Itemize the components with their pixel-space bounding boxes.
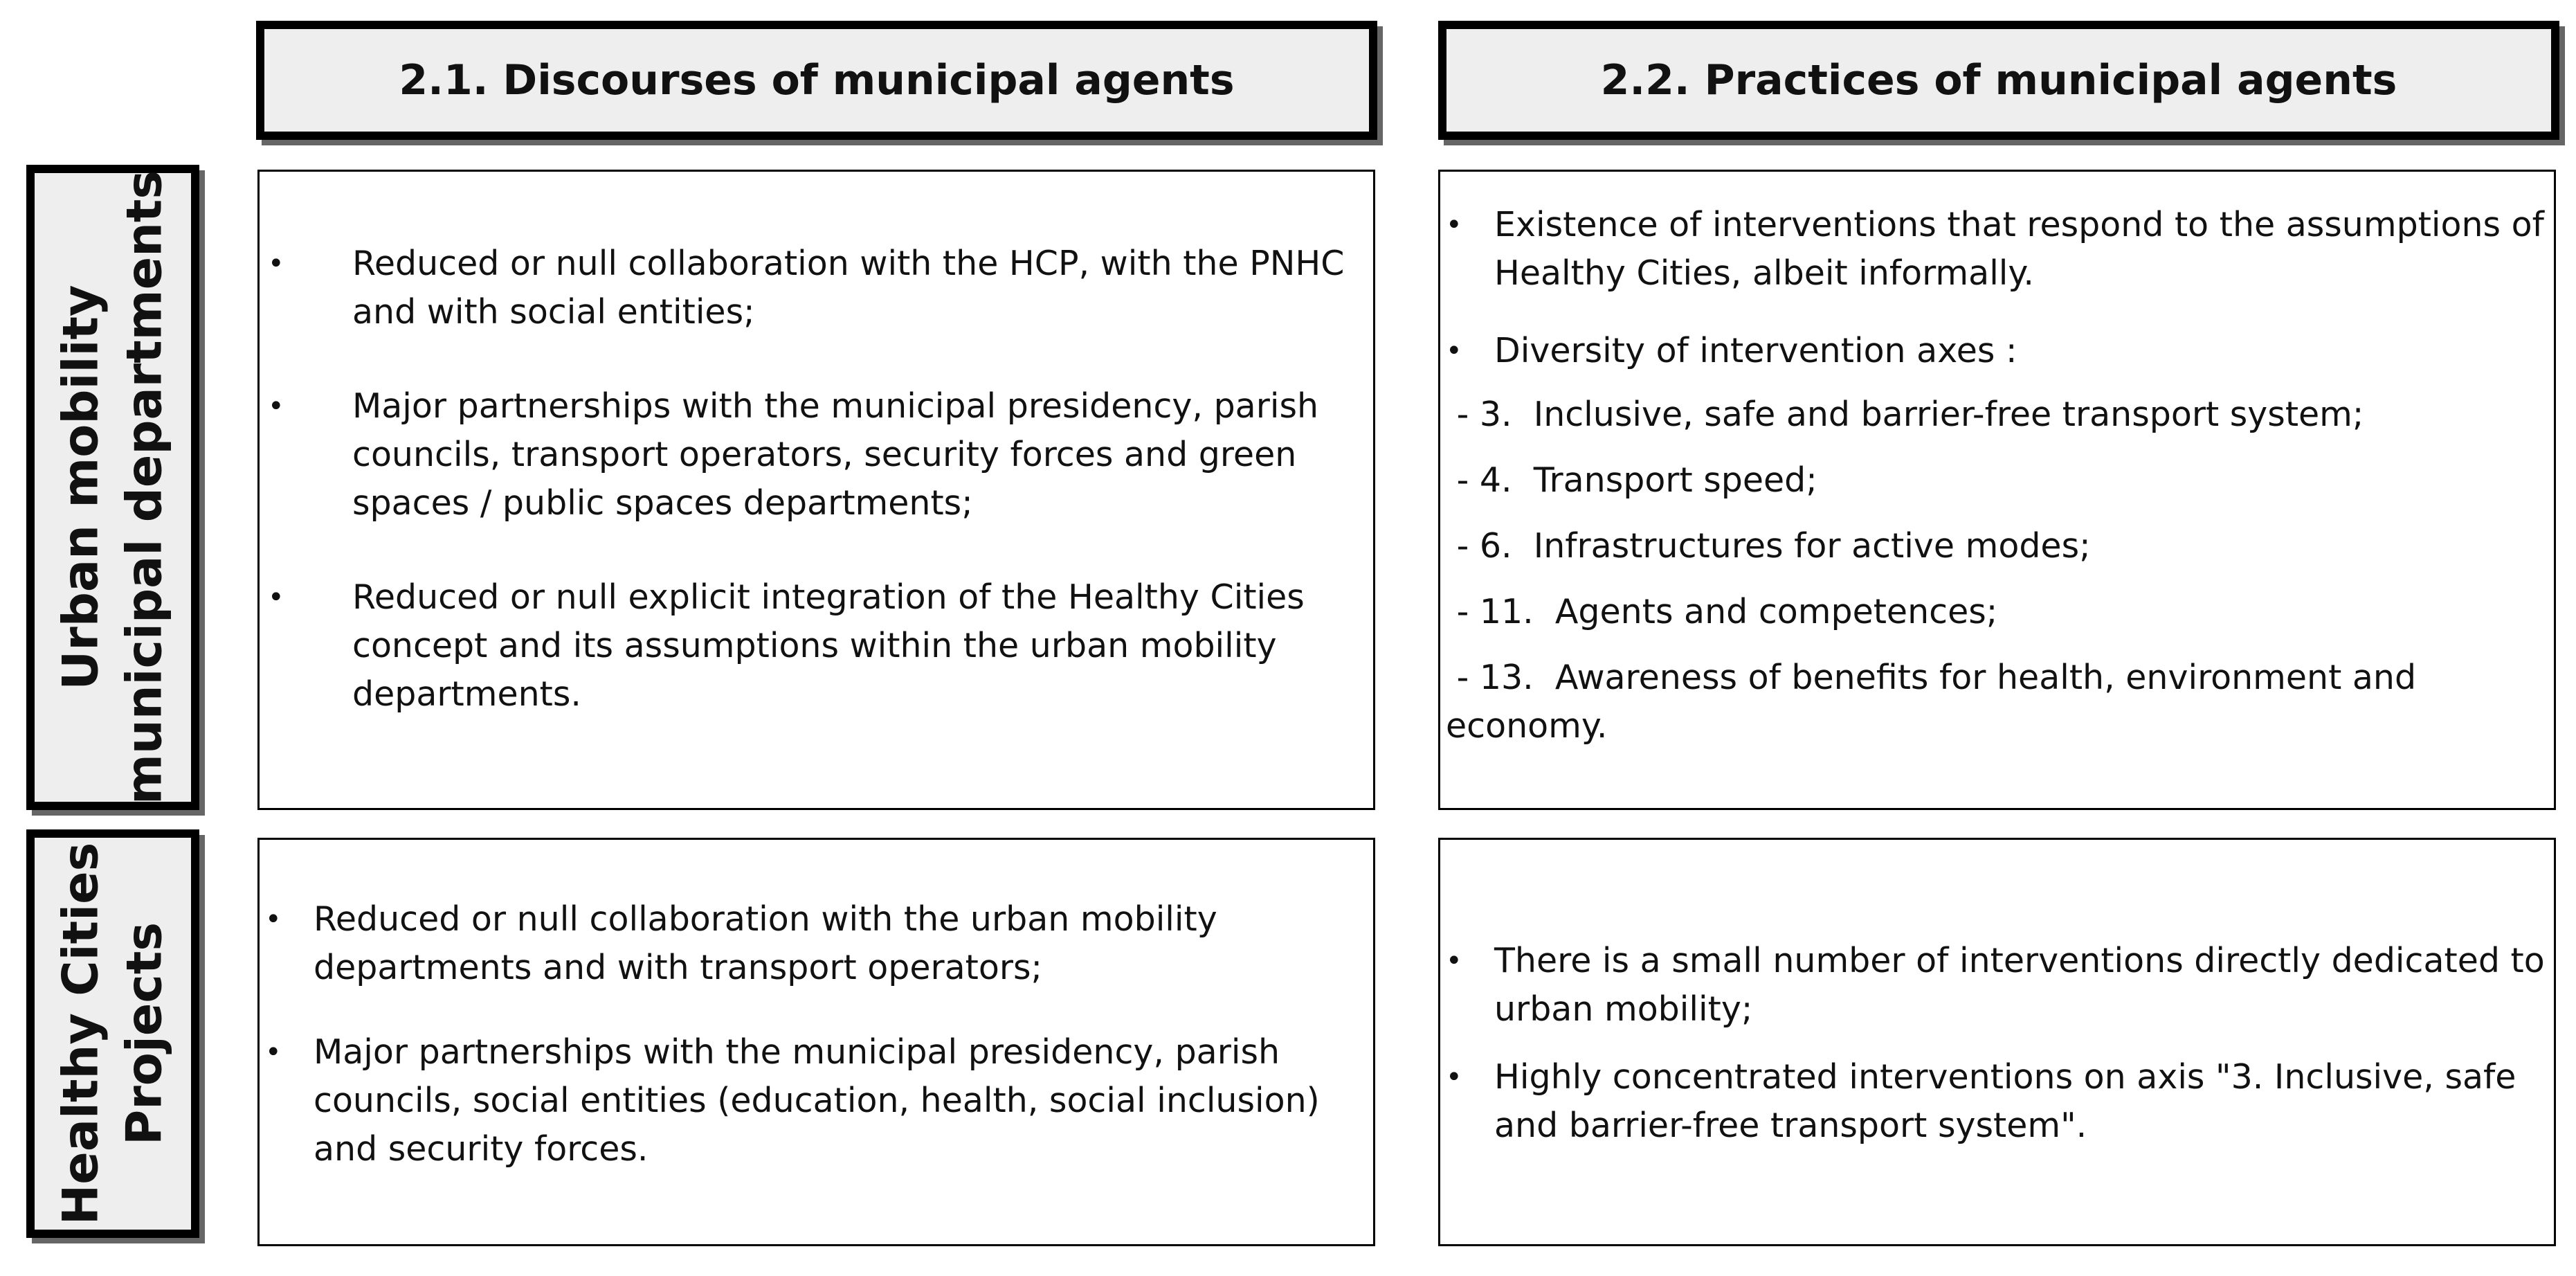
bullet-icon: • — [265, 1036, 282, 1068]
list-item: • Existence of interventions that respond to the assumptions of Healthy Cities, albeit informally. — [1446, 201, 2550, 298]
list-item: • Diversity of intervention axes : — [1446, 327, 2550, 375]
bullet-icon: • — [268, 390, 284, 422]
list-item: • Reduced or null collaboration with the HCP, with the PNHC and with social entities; — [268, 240, 1361, 336]
bullet-icon: • — [1446, 209, 1462, 241]
um-practices-content — [1446, 201, 2550, 751]
row-label-urban-mobility — [26, 165, 199, 810]
header-discourses — [256, 21, 1377, 140]
cell-um-discourses — [257, 170, 1375, 810]
list-item: • Reduced or null explicit integration of the Healthy Cities concept and its assumptions within the urban mobility departments. — [268, 573, 1361, 719]
bullet-icon: • — [1446, 1061, 1462, 1093]
um-discourses-list — [268, 240, 1361, 719]
cell-um-practices — [1438, 170, 2556, 810]
header-practices — [1438, 21, 2559, 140]
bullet-icon: • — [268, 582, 284, 613]
axis-item: - 13. Awareness of benefits for health, environment and economy. — [1446, 658, 2427, 746]
hc-discourses-list — [265, 895, 1369, 1174]
bullet-icon: • — [265, 904, 282, 935]
axis-item: - 4. Transport speed; — [1446, 460, 1817, 500]
hc-practices-list — [1446, 937, 2550, 1150]
header-practices-label: 2.2. Practices of municipal agents — [1600, 56, 2397, 105]
axis-item: - 6. Infrastructures for active modes; — [1446, 526, 2091, 566]
axis-item: - 3. Inclusive, safe and barrier-free transport system; — [1446, 395, 2364, 434]
list-item: • Reduced or null collaboration with the urban mobility departments and with transport operators; — [265, 895, 1369, 992]
list-item: • Highly concentrated interventions on axis "3. Inclusive, safe and barrier-free transport system". — [1446, 1053, 2550, 1150]
cell-hc-discourses — [257, 838, 1375, 1246]
bullet-icon: • — [1446, 335, 1462, 367]
row-label-urban-mobility-text: Urban mobility municipal departments — [52, 170, 173, 805]
list-item: • There is a small number of interventions directly dedicated to urban mobility; — [1446, 937, 2550, 1034]
row-label-healthy-cities — [26, 829, 199, 1238]
row-label-healthy-cities-text: Healthy Cities Projects — [52, 842, 173, 1225]
list-item: • Major partnerships with the municipal presidency, parish councils, transport operators, security forces and green spaces / public spaces departments; — [268, 382, 1361, 528]
bullet-icon: • — [1446, 945, 1462, 977]
cell-hc-practices — [1438, 838, 2556, 1246]
bullet-icon: • — [268, 248, 284, 280]
header-discourses-label: 2.1. Discourses of municipal agents — [399, 56, 1235, 105]
list-item: • Major partnerships with the municipal presidency, parish councils, social entities (education, health, social inclusion) and security forces. — [265, 1028, 1369, 1174]
axis-item: - 11. Agents and competences; — [1446, 592, 1998, 631]
